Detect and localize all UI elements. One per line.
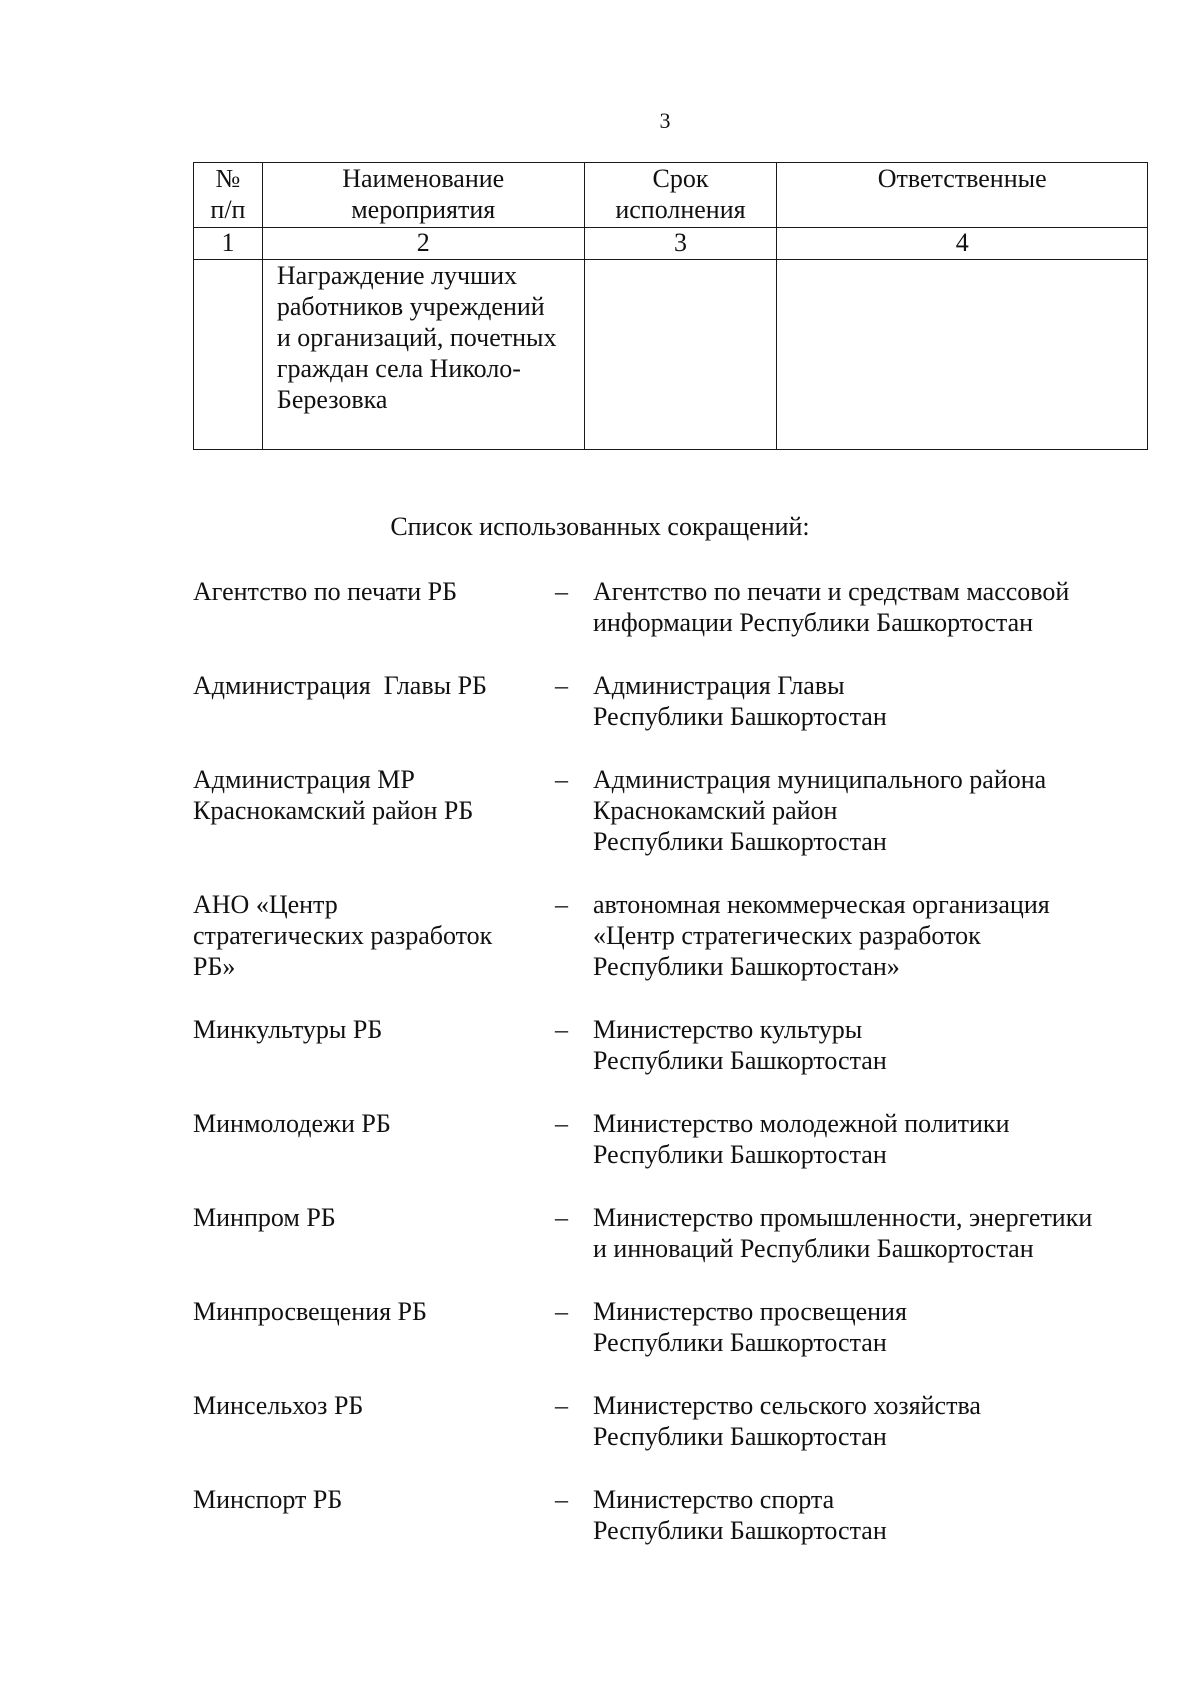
abbreviation-line: Краснокамский район — [593, 796, 838, 825]
abbreviation-line: Агентство по печати РБ — [193, 577, 458, 606]
abbreviation-dash: – — [555, 1203, 568, 1232]
header-responsible — [777, 163, 1148, 228]
column-number-row — [194, 228, 1148, 260]
abbreviation-line: Администрация МР — [193, 765, 415, 794]
abbreviation-line: Республики Башкортостан — [593, 1046, 887, 1075]
abbreviation-full — [593, 1390, 1153, 1452]
header-line: № — [215, 164, 241, 193]
abbreviation-line: автономная некоммерческая организация — [593, 890, 1050, 919]
abbreviation-line: Республики Башкортостан» — [593, 952, 900, 981]
table-row — [194, 260, 1148, 450]
header-line: мероприятия — [351, 195, 496, 224]
header-line: Ответственные — [877, 164, 1047, 193]
header-line: п/п — [210, 195, 246, 224]
events-table — [193, 162, 1148, 450]
abbreviation-line: информации Республики Башкортостан — [593, 608, 1034, 637]
abbreviation-line: Министерство промышленности, энергетики — [593, 1203, 1093, 1232]
row-number-cell — [194, 260, 263, 450]
abbreviation-line: РБ» — [193, 952, 236, 981]
abbreviation-line: Агентство по печати и средствам массовой — [593, 577, 1070, 606]
abbreviation-short — [193, 1390, 523, 1421]
event-name-text — [263, 260, 584, 415]
abbreviation-dash: – — [555, 1485, 568, 1514]
header-line: Срок — [652, 164, 709, 193]
abbreviation-line: «Центр стратегических разработок — [593, 921, 981, 950]
abbreviation-line: Минкультуры РБ — [193, 1015, 383, 1044]
abbreviation-short — [193, 1202, 523, 1233]
header-event-name — [262, 163, 584, 228]
abbreviation-full — [593, 670, 1153, 732]
abbreviation-short — [193, 889, 523, 982]
event-name-line: работников учреждений — [276, 292, 545, 321]
abbreviation-short — [193, 1014, 523, 1045]
event-name-line: Награждение лучших — [276, 261, 517, 290]
abbreviation-full — [593, 764, 1153, 857]
abbreviation-dash: – — [555, 1109, 568, 1138]
column-number: 4 — [777, 228, 1148, 260]
abbreviation-line: Минпром РБ — [193, 1203, 336, 1232]
abbreviation-line: Министерство культуры — [593, 1015, 863, 1044]
abbreviation-short — [193, 1296, 523, 1327]
abbreviation-line: АНО «Центр — [193, 890, 338, 919]
column-number: 2 — [262, 228, 584, 260]
abbreviation-dash: – — [555, 577, 568, 606]
abbreviations-title: Список использованных сокращений: — [390, 512, 810, 541]
abbreviation-line: Республики Башкортостан — [593, 702, 887, 731]
abbreviation-line: Минмолодежи РБ — [193, 1109, 391, 1138]
event-name-line: граждан села Николо- — [276, 354, 521, 383]
row-deadline-cell — [584, 260, 777, 450]
abbreviation-short — [193, 764, 523, 826]
event-name-line: и организаций, почетных — [276, 323, 557, 352]
abbreviation-dash: – — [555, 671, 568, 700]
column-number: 1 — [194, 228, 263, 260]
abbreviation-line: Администрация Главы — [593, 671, 845, 700]
abbreviation-line: и инноваций Республики Башкортостан — [593, 1234, 1034, 1263]
abbreviation-full — [593, 1202, 1153, 1264]
header-deadline — [584, 163, 777, 228]
abbreviation-dash: – — [555, 1297, 568, 1326]
table-header-row — [194, 163, 1148, 228]
abbreviation-short — [193, 576, 523, 607]
column-number: 3 — [584, 228, 777, 260]
abbreviation-dash: – — [555, 1391, 568, 1420]
abbreviation-full — [593, 1484, 1153, 1546]
abbreviation-line: Министерство сельского хозяйства — [593, 1391, 981, 1420]
event-name-line: Березовка — [276, 385, 388, 414]
abbreviation-dash: – — [555, 765, 568, 794]
abbreviation-full — [593, 576, 1153, 638]
abbreviation-line: стратегических разработок — [193, 921, 493, 950]
abbreviation-full — [593, 1296, 1153, 1358]
abbreviation-line: Республики Башкортостан — [593, 1422, 887, 1451]
abbreviation-line: Республики Башкортостан — [593, 1516, 887, 1545]
abbreviation-line: Минспорт РБ — [193, 1485, 343, 1514]
abbreviation-line: Министерство молодежной политики — [593, 1109, 1010, 1138]
abbreviation-short — [193, 1484, 523, 1515]
abbreviation-line: Минсельхоз РБ — [193, 1391, 364, 1420]
abbreviation-dash: – — [555, 1015, 568, 1044]
abbreviation-line: Минпросвещения РБ — [193, 1297, 427, 1326]
abbreviation-line: Администрация Главы РБ — [193, 671, 487, 700]
row-event-name-cell — [262, 260, 584, 450]
abbreviation-full — [593, 889, 1153, 982]
abbreviation-full — [593, 1014, 1153, 1076]
header-line: Наименование — [342, 164, 505, 193]
header-number — [194, 163, 263, 228]
abbreviation-short — [193, 1108, 523, 1139]
abbreviation-line: Краснокамский район РБ — [193, 796, 474, 825]
abbreviation-short — [193, 670, 523, 701]
abbreviation-line: Министерство спорта — [593, 1485, 835, 1514]
page-number: 3 — [659, 108, 671, 133]
abbreviation-line: Республики Башкортостан — [593, 1140, 887, 1169]
header-line: исполнения — [615, 195, 746, 224]
abbreviation-dash: – — [555, 890, 568, 919]
abbreviation-full — [593, 1108, 1153, 1170]
abbreviation-line: Администрация муниципального района — [593, 765, 1047, 794]
abbreviation-line: Республики Башкортостан — [593, 827, 887, 856]
row-responsible-cell — [777, 260, 1148, 450]
abbreviation-line: Республики Башкортостан — [593, 1328, 887, 1357]
abbreviation-line: Министерство просвещения — [593, 1297, 907, 1326]
